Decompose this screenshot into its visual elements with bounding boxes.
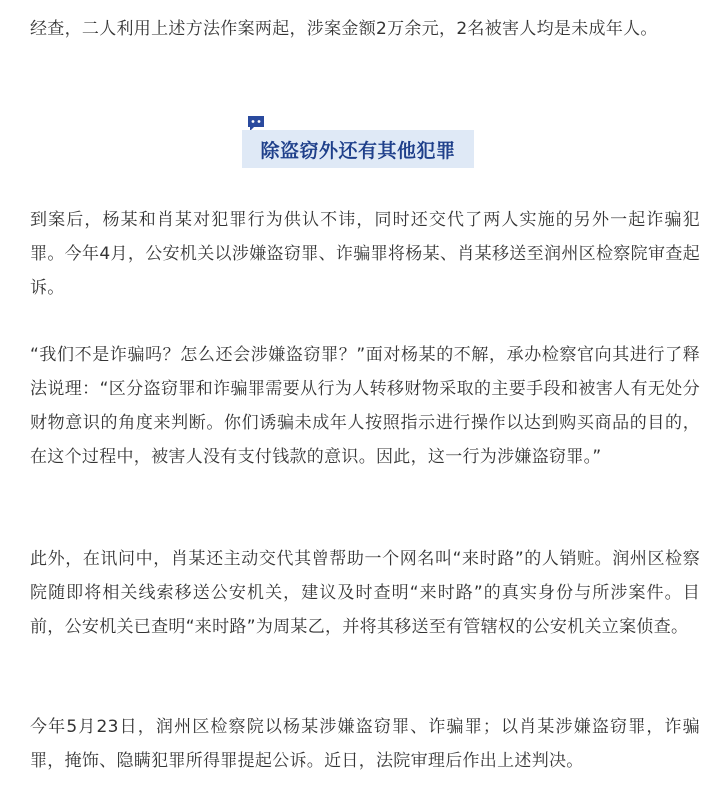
section-heading [242,114,474,168]
paragraph-additional-lead: 此外，在讯问中，肖某还主动交代其曾帮助一个网名叫“来时路”的人销赃。润州区检察院随即将相关线索移送公安机关，建议及时查明“来时路”的真实身份与所涉案件。目前，公安机关已查明“来时路”为周某乙，并将其移送至有管辖权的公安机关立案侦查。 [30,549,700,637]
section-heading-box [242,130,474,168]
paragraph-legal-explanation: “我们不是诈骗吗？怎么还会涉嫌盗窃罪？”面对杨某的不解，承办检察官向其进行了释法说理：“区分盗窃罪和诈骗罪需要从行为人转移财物采取的主要手段和被害人有无处分财物意识的角度来判断。你们诱骗未成年人按照指示进行操作以达到购买商品的目的，在这个过程中，被害人没有支付钱款的意识。因此，这一行为涉嫌盗窃罪。” [30,345,700,467]
section-heading-text: 除盗窃外还有其他犯罪 [260,139,456,162]
paragraph-prosecution: 今年5月23日，润州区检察院以杨某涉嫌盗窃罪、诈骗罪；以肖某涉嫌盗窃罪，诈骗罪，掩饰、隐瞒犯罪所得罪提起公诉。近日，法院审理后作出上述判决。 [30,717,700,771]
paragraph-case-summary: 经查，二人利用上述方法作案两起，涉案金额2万余元，2名被害人均是未成年人。 [30,19,658,39]
paragraph-confession: 到案后，杨某和肖某对犯罪行为供认不讳，同时还交代了两人实施的另外一起诈骗犯罪。今年4月，公安机关以涉嫌盗窃罪、诈骗罪将杨某、肖某移送至润州区检察院审查起诉。 [30,210,700,298]
